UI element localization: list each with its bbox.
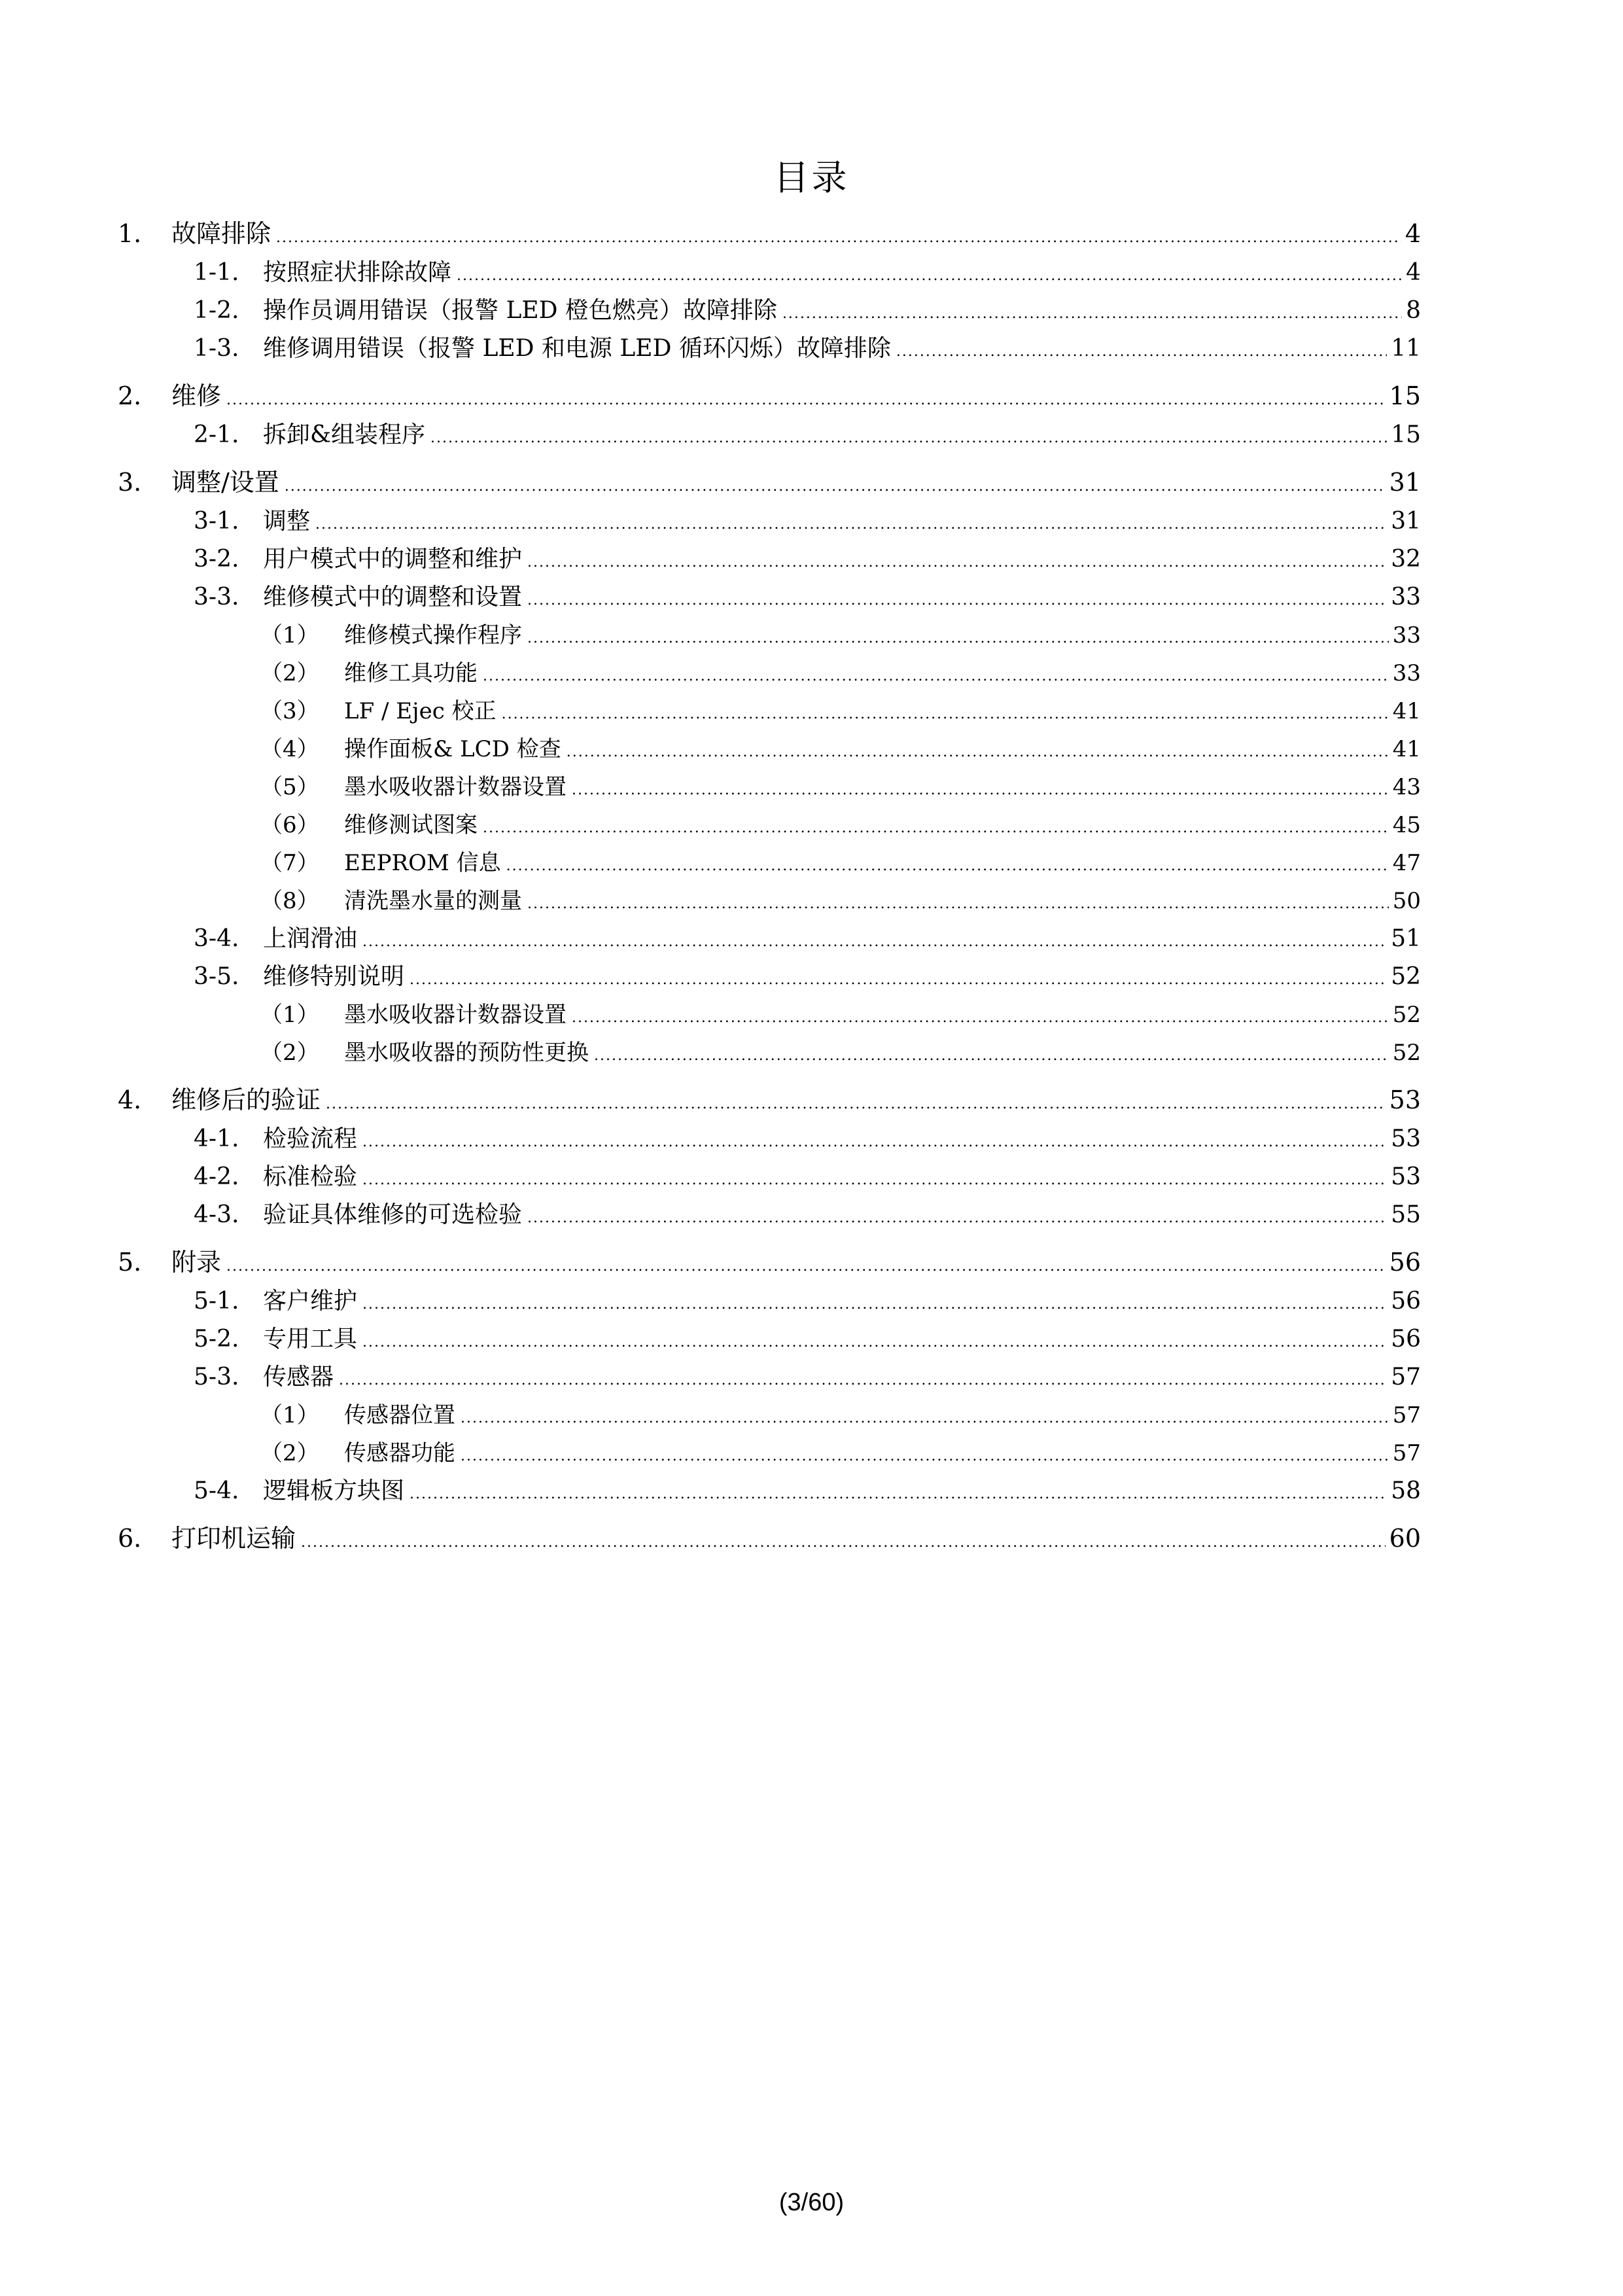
toc-section-entry[interactable]	[118, 416, 1421, 454]
toc-dot-leader	[896, 333, 1387, 371]
toc-entry-page-number: 4	[1406, 259, 1421, 286]
toc-entry-number: 4-3.	[194, 1201, 239, 1228]
toc-entry-number: 3-1.	[194, 508, 239, 535]
toc-subsection-entry[interactable]	[118, 806, 1421, 844]
toc-dot-leader	[362, 1123, 1387, 1161]
toc-entry-number: 1.	[118, 219, 142, 248]
toc-entry-title: LF / Ejec 校正	[344, 698, 497, 724]
toc-entry-number: （5）	[260, 774, 319, 800]
toc-chapter-entry[interactable]	[118, 462, 1421, 503]
toc-dot-leader	[276, 218, 1401, 258]
toc-entry-number: （2）	[260, 1040, 319, 1066]
toc-dot-leader	[285, 467, 1386, 507]
toc-entry-page-number: 47	[1392, 850, 1421, 876]
toc-section-entry[interactable]	[118, 920, 1421, 958]
toc-dot-leader	[326, 1084, 1386, 1125]
toc-entry-number: 3-4.	[194, 925, 239, 952]
toc-chapter-entry[interactable]	[118, 1242, 1421, 1282]
toc-entry-number: 4.	[118, 1086, 142, 1114]
toc-entry-page-number: 60	[1389, 1524, 1421, 1553]
toc-section-entry[interactable]	[118, 1282, 1421, 1320]
toc-entry-title: 墨水吸收器计数器设置	[344, 1002, 567, 1028]
toc-entry-number: 5-2.	[194, 1326, 239, 1352]
toc-entry-page-number: 52	[1392, 1040, 1421, 1066]
toc-subsection-entry[interactable]	[118, 882, 1421, 920]
toc-dot-leader	[362, 1161, 1387, 1199]
toc-section-entry[interactable]	[118, 1320, 1421, 1358]
toc-entry-title: 传感器位置	[344, 1402, 455, 1428]
toc-entry-page-number: 57	[1391, 1364, 1421, 1390]
toc-entry-page-number: 57	[1392, 1402, 1421, 1428]
toc-entry-page-number: 31	[1391, 508, 1421, 535]
toc-entry-number: （7）	[260, 850, 319, 876]
toc-dot-leader	[527, 1199, 1387, 1237]
toc-entry-title: 维修工具功能	[344, 660, 478, 686]
toc-dot-leader	[410, 961, 1387, 999]
toc-entry-number: 5-1.	[194, 1288, 239, 1315]
toc-entry-number: （1）	[260, 622, 319, 648]
toc-entry-page-number: 11	[1391, 335, 1421, 362]
toc-subsection-entry[interactable]	[118, 844, 1421, 882]
toc-entry-title: 调整	[263, 508, 311, 535]
toc-subsection-entry[interactable]	[118, 1434, 1421, 1472]
toc-entry-number: （2）	[260, 660, 319, 686]
toc-chapter-entry[interactable]	[118, 1518, 1421, 1559]
toc-entry-title: 标准检验	[263, 1163, 358, 1190]
toc-dot-leader	[315, 506, 1387, 544]
toc-entry-number: 2-1.	[194, 421, 239, 448]
toc-dot-leader	[461, 1438, 1389, 1475]
toc-section-entry[interactable]	[118, 1472, 1421, 1510]
toc-entry-number: 5-4.	[194, 1477, 239, 1504]
toc-entry-title: 维修调用错误（报警 LED 和电源 LED 循环闪烁）故障排除	[263, 335, 891, 362]
toc-entry-number: 3.	[118, 468, 142, 497]
toc-entry-page-number: 43	[1392, 774, 1421, 800]
toc-entry-page-number: 52	[1392, 1002, 1421, 1028]
page-title: 目录	[773, 157, 850, 198]
toc-entry-page-number: 53	[1389, 1086, 1421, 1114]
toc-entry-page-number: 31	[1389, 468, 1421, 497]
toc-dot-leader	[226, 380, 1386, 421]
toc-section-entry[interactable]	[118, 578, 1421, 616]
toc-entry-title: EEPROM 信息	[344, 850, 501, 876]
toc-entry-page-number: 55	[1391, 1201, 1421, 1228]
toc-entry-page-number: 41	[1392, 736, 1421, 762]
toc-entry-title: 操作员调用错误（报警 LED 橙色燃亮）故障排除	[263, 297, 777, 324]
toc-entry-number: 5.	[118, 1248, 142, 1277]
toc-dot-leader	[527, 620, 1389, 658]
toc-entry-title: 逻辑板方块图	[263, 1477, 405, 1504]
toc-entry-title: 上润滑油	[263, 925, 358, 952]
toc-subsection-entry[interactable]	[118, 1034, 1421, 1072]
toc-dot-leader	[226, 1246, 1386, 1287]
toc-entry-title: 清洗墨水量的测量	[344, 888, 522, 914]
toc-dot-leader	[430, 419, 1387, 457]
toc-section-entry[interactable]	[118, 1120, 1421, 1158]
toc-entry-page-number: 33	[1391, 584, 1421, 610]
toc-entry-title: 检验流程	[263, 1125, 358, 1152]
toc-entry-number: 6.	[118, 1524, 142, 1553]
toc-entry-page-number: 33	[1392, 660, 1421, 686]
toc-dot-leader	[782, 295, 1402, 333]
toc-dot-leader	[483, 658, 1389, 696]
toc-subsection-entry[interactable]	[118, 654, 1421, 692]
toc-entry-number: （2）	[260, 1440, 319, 1466]
toc-entry-title: 按照症状排除故障	[263, 259, 452, 286]
toc-entry-title: 墨水吸收器的预防性更换	[344, 1040, 589, 1066]
toc-entry-page-number: 53	[1391, 1125, 1421, 1152]
toc-entry-title: 验证具体维修的可选检验	[263, 1201, 523, 1228]
toc-section-entry[interactable]	[118, 254, 1421, 292]
toc-dot-leader	[527, 544, 1387, 582]
toc-entry-page-number: 4	[1405, 219, 1421, 248]
toc-entry-page-number: 45	[1392, 812, 1421, 838]
toc-entry-number: （1）	[260, 1402, 319, 1428]
toc-dot-leader	[483, 809, 1389, 847]
toc-entry-number: 3-2.	[194, 546, 239, 573]
toc-dot-leader	[362, 1324, 1387, 1362]
toc-entry-title: 维修后的验证	[171, 1086, 321, 1114]
toc-entry-number: 3-3.	[194, 584, 239, 610]
toc-dot-leader	[502, 696, 1389, 733]
toc-entry-number: （1）	[260, 1002, 319, 1028]
toc-entry-title: 用户模式中的调整和维护	[263, 546, 523, 573]
toc-dot-leader	[301, 1523, 1386, 1563]
toc-entry-number: （6）	[260, 812, 319, 838]
toc-entry-number: （8）	[260, 888, 319, 914]
toc-dot-leader	[362, 923, 1387, 961]
toc-section-entry[interactable]	[118, 1158, 1421, 1196]
toc-entry-title: 传感器功能	[344, 1440, 455, 1466]
toc-entry-page-number: 52	[1391, 963, 1421, 990]
toc-entry-page-number: 58	[1391, 1477, 1421, 1504]
toc-entry-title: 故障排除	[171, 219, 271, 248]
toc-dot-leader	[461, 1400, 1389, 1438]
toc-entry-number: 4-1.	[194, 1125, 239, 1152]
toc-section-entry[interactable]	[118, 958, 1421, 996]
toc-entry-title: 传感器	[263, 1364, 334, 1390]
toc-dot-leader	[594, 1037, 1389, 1075]
toc-section-entry[interactable]	[118, 503, 1421, 540]
toc-dot-leader	[506, 847, 1389, 885]
toc-dot-leader	[572, 999, 1389, 1037]
toc-entry-number: 4-2.	[194, 1163, 239, 1190]
toc-entry-title: 客户维护	[263, 1288, 358, 1315]
toc-entry-page-number: 15	[1389, 381, 1421, 410]
toc-entry-number: 1-3.	[194, 335, 239, 362]
toc-chapter-entry[interactable]	[118, 376, 1421, 416]
toc-entry-page-number: 56	[1391, 1288, 1421, 1315]
toc-entry-title: 操作面板& LCD 检查	[344, 736, 561, 762]
toc-section-entry[interactable]	[118, 330, 1421, 368]
toc-entry-page-number: 53	[1391, 1163, 1421, 1190]
toc-subsection-entry[interactable]	[118, 996, 1421, 1034]
toc-entry-title: 维修特别说明	[263, 963, 405, 990]
toc-dot-leader	[339, 1362, 1387, 1400]
toc-entry-page-number: 57	[1392, 1440, 1421, 1466]
toc-entry-number: 3-5.	[194, 963, 239, 990]
toc-dot-leader	[527, 885, 1389, 923]
toc-entry-page-number: 56	[1389, 1248, 1421, 1277]
toc-entry-number: 1-2.	[194, 297, 239, 324]
toc-dot-leader	[410, 1475, 1387, 1513]
toc-entry-number: （3）	[260, 698, 319, 724]
toc-entry-title: 维修模式中的调整和设置	[263, 584, 523, 610]
toc-entry-title: 拆卸&组装程序	[263, 421, 426, 448]
toc-section-entry[interactable]	[118, 540, 1421, 578]
toc-entry-page-number: 50	[1392, 888, 1421, 914]
toc-entry-title: 打印机运输	[171, 1524, 296, 1553]
toc-entry-page-number: 8	[1406, 297, 1421, 324]
toc-entry-page-number: 32	[1391, 546, 1421, 573]
toc-entry-number: 5-3.	[194, 1364, 239, 1390]
toc-dot-leader	[572, 771, 1389, 809]
toc-subsection-entry[interactable]	[118, 616, 1421, 654]
toc-entry-number: 1-1.	[194, 259, 239, 286]
toc-dot-leader	[567, 733, 1389, 771]
toc-entry-number: 2.	[118, 381, 142, 410]
toc-entry-title: 专用工具	[263, 1326, 358, 1352]
toc-dot-leader	[362, 1286, 1387, 1324]
toc-entry-title: 墨水吸收器计数器设置	[344, 774, 567, 800]
toc-chapter-entry[interactable]	[118, 1080, 1421, 1120]
toc-entry-page-number: 41	[1392, 698, 1421, 724]
toc-section-entry[interactable]	[118, 1358, 1421, 1396]
toc-chapter-entry[interactable]	[118, 213, 1421, 254]
table-of-contents	[118, 213, 1421, 1559]
toc-entry-page-number: 33	[1392, 622, 1421, 648]
toc-entry-title: 维修	[171, 381, 222, 410]
toc-entry-title: 维修模式操作程序	[344, 622, 522, 648]
toc-dot-leader	[527, 582, 1387, 620]
toc-entry-page-number: 51	[1391, 925, 1421, 952]
toc-dot-leader	[457, 257, 1402, 295]
toc-section-entry[interactable]	[118, 292, 1421, 330]
toc-entry-page-number: 15	[1391, 421, 1421, 448]
toc-entry-title: 维修测试图案	[344, 812, 478, 838]
toc-subsection-entry[interactable]	[118, 768, 1421, 806]
toc-entry-number: （4）	[260, 736, 319, 762]
page-number-footer: (3/60)	[778, 2189, 845, 2216]
toc-entry-page-number: 56	[1391, 1326, 1421, 1352]
toc-section-entry[interactable]	[118, 1196, 1421, 1234]
toc-subsection-entry[interactable]	[118, 692, 1421, 730]
toc-subsection-entry[interactable]	[118, 730, 1421, 768]
toc-entry-title: 调整/设置	[171, 468, 279, 497]
toc-subsection-entry[interactable]	[118, 1396, 1421, 1434]
toc-entry-title: 附录	[171, 1248, 222, 1277]
